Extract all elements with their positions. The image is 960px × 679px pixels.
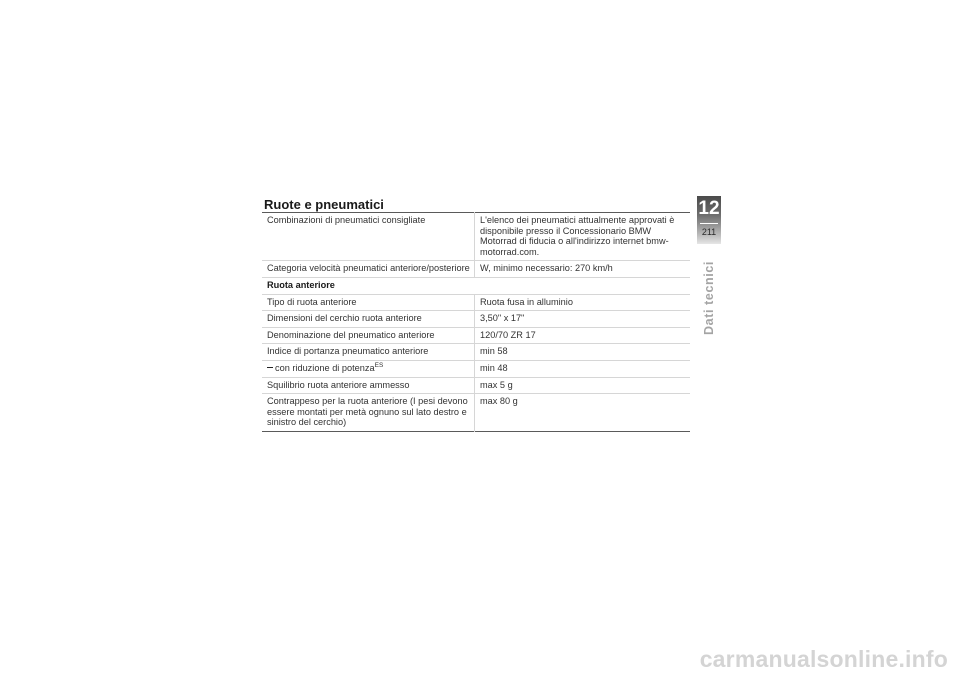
spec-label: Tipo di ruota anteriore [262,294,475,311]
table-row [262,294,690,311]
spec-label: Combinazioni di pneumatici consigliate [262,213,475,261]
table-row [262,311,690,328]
spec-value: 3,50" x 17" [475,311,691,328]
table-row [262,394,690,432]
spec-label: Dimensioni del cerchio ruota anteriore [262,311,475,328]
spec-label: Indice di portanza pneumatico anteriore [262,344,475,361]
spec-value: 120/70 ZR 17 [475,327,691,344]
watermark: carmanualsonline.info [699,646,948,672]
spec-value: max 80 g [480,396,518,407]
page-number: 211 [701,227,717,237]
table-row [262,327,690,344]
front-wheel-heading-row [262,277,690,294]
spec-label: Denominazione del pneumatico anteriore [262,327,475,344]
spec-value: min 48 [475,360,691,377]
spec-value: min 58 [475,344,691,361]
spec-table [262,212,690,432]
spec-label: Categoria velocità pneumatici anteriore/posteriore [262,261,475,278]
country-code-superscript: ES [374,361,384,369]
section-title: Ruote e pneumatici [264,197,384,212]
spec-label: Squilibrio ruota anteriore ammesso [262,377,475,394]
spec-value: Ruota fusa in alluminio [475,294,691,311]
reduction-label: con riduzione di potenza [275,362,375,373]
table-row [262,261,690,278]
spec-value: L'elenco dei pneumatici attualmente approvati è disponibile presso il Concessionario BMW Motorrad di fiducia o all'indirizzo internet bmw-motorrad.com. [475,213,691,261]
table-row [262,360,690,377]
front-wheel-heading: Ruota anteriore [262,277,690,294]
table-row [262,344,690,361]
dash-icon [267,367,273,368]
spec-value: W, minimo necessario: 270 km/h [475,261,691,278]
table-row [262,213,690,261]
chapter-number: 12 [698,198,720,219]
chapter-divider [700,223,718,224]
spec-label [262,360,475,377]
chapter-title: Dati tecnici [702,261,716,335]
spec-label: Contrappeso per la ruota anteriore (I pesi devono essere montati per metà ognuno sul lato destro e sinistro del cerchio) [262,394,475,432]
table-row [262,377,690,394]
spec-value: max 5 g [475,377,691,394]
